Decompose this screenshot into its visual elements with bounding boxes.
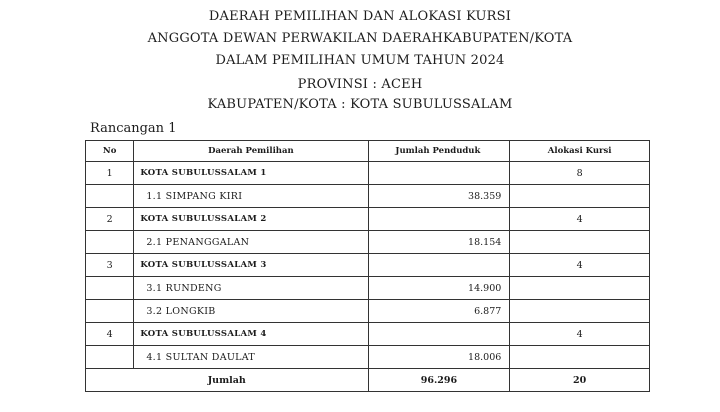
row-number — [86, 277, 134, 300]
table-body — [86, 162, 650, 369]
row-population: 18.154 — [368, 231, 510, 254]
column-header-seats: Alokasi Kursi — [510, 141, 650, 162]
column-header-no: No — [86, 141, 134, 162]
document-title-line-1: DAERAH PEMILIHAN DAN ALOKASI KURSI — [208, 9, 512, 24]
row-region: KOTA SUBULUSSALAM 2 — [134, 208, 368, 231]
table-row — [86, 277, 650, 300]
row-seats — [510, 231, 650, 254]
row-population — [368, 254, 510, 277]
row-number: 2 — [86, 208, 134, 231]
table-footer — [86, 369, 650, 392]
row-number: 1 — [86, 162, 134, 185]
row-number — [86, 231, 134, 254]
table-row — [86, 231, 650, 254]
row-seats: 4 — [510, 208, 650, 231]
table-row — [86, 185, 650, 208]
row-seats: 8 — [510, 162, 650, 185]
row-region: 1.1 SIMPANG KIRI — [134, 185, 368, 208]
row-region: 3.2 LONGKIB — [134, 300, 368, 323]
row-region: 2.1 PENANGGALAN — [134, 231, 368, 254]
row-number — [86, 300, 134, 323]
table-row — [86, 323, 650, 346]
row-number — [86, 346, 134, 369]
row-seats: 4 — [510, 323, 650, 346]
row-seats: 4 — [510, 254, 650, 277]
column-header-region: Daerah Pemilihan — [134, 141, 368, 162]
table-row — [86, 346, 650, 369]
row-seats — [510, 277, 650, 300]
table-row — [86, 208, 650, 231]
table-row — [86, 162, 650, 185]
document-title-line-3: DALAM PEMILIHAN UMUM TAHUN 2024 — [215, 53, 505, 68]
row-population — [368, 323, 510, 346]
row-seats — [510, 185, 650, 208]
row-region: KOTA SUBULUSSALAM 3 — [134, 254, 368, 277]
row-population: 6.877 — [368, 300, 510, 323]
row-population: 14.900 — [368, 277, 510, 300]
row-population — [368, 208, 510, 231]
row-region: 3.1 RUNDENG — [134, 277, 368, 300]
row-seats — [510, 300, 650, 323]
row-region: KOTA SUBULUSSALAM 4 — [134, 323, 368, 346]
draft-label: Rancangan 1 — [90, 121, 177, 136]
total-population: 96.296 — [368, 369, 510, 392]
header-row — [86, 141, 650, 162]
regency-label: KABUPATEN/KOTA : KOTA SUBULUSSALAM — [207, 97, 513, 112]
total-seats: 20 — [510, 369, 650, 392]
row-population: 18.006 — [368, 346, 510, 369]
table-row — [86, 300, 650, 323]
row-region: 4.1 SULTAN DAULAT — [134, 346, 368, 369]
row-number: 3 — [86, 254, 134, 277]
row-population: 38.359 — [368, 185, 510, 208]
row-seats — [510, 346, 650, 369]
seat-allocation-table — [85, 140, 650, 392]
column-header-population: Jumlah Penduduk — [368, 141, 510, 162]
document-title-line-2: ANGGOTA DEWAN PERWAKILAN DAERAHKABUPATEN/KOTA — [147, 31, 573, 46]
table-row — [86, 254, 650, 277]
row-region: KOTA SUBULUSSALAM 1 — [134, 162, 368, 185]
table-header — [86, 141, 650, 162]
row-number: 4 — [86, 323, 134, 346]
total-label: Jumlah — [86, 369, 369, 392]
total-row — [86, 369, 650, 392]
province-label: PROVINSI : ACEH — [297, 77, 423, 92]
row-population — [368, 162, 510, 185]
row-number — [86, 185, 134, 208]
